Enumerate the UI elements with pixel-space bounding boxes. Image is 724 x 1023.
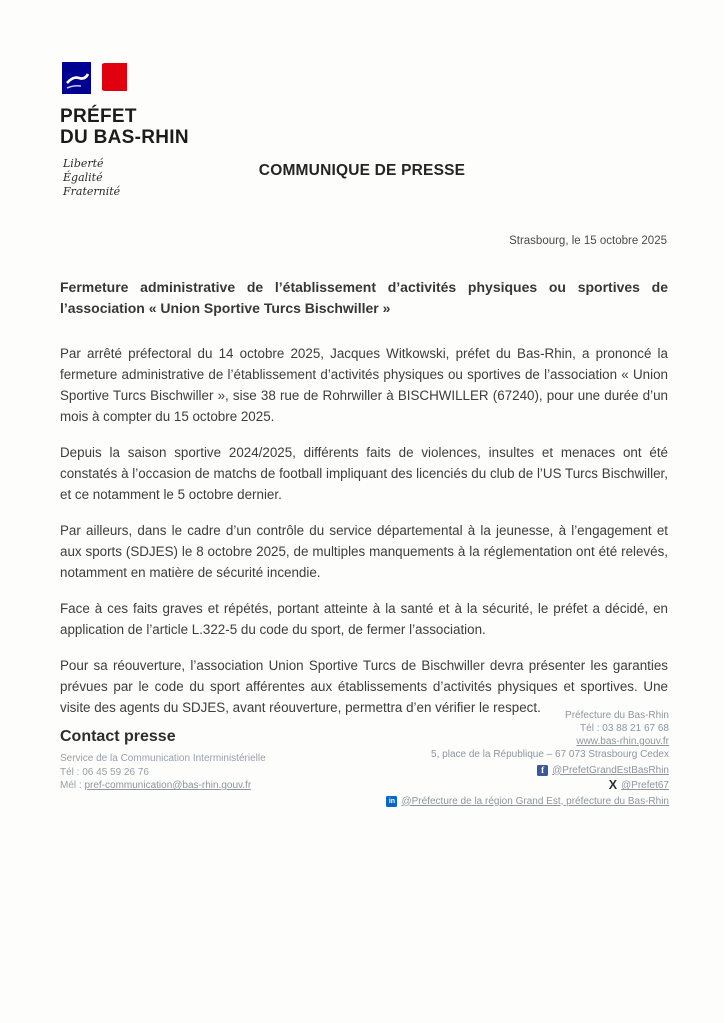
- x-handle-link[interactable]: @Prefet67: [621, 780, 669, 791]
- document-body: [60, 277, 668, 733]
- dateline: Strasbourg, le 15 octobre 2025: [509, 235, 667, 247]
- paragraph-5: Pour sa réouverture, l’association Union Sportive Turcs de Bischwiller devra présenter les garanties prévues par le code du sport afférentes aux établissements d’activités physiques et sportives. Une visite des agents du SDJES, avant réouverture, permettra d’en vérifier le respect.: [60, 658, 668, 715]
- paragraph-2: Depuis la saison sportive 2024/2025, différents faits de violences, insultes et menaces ont été constatés à l’occasion de matchs de football impliquant des licenciés du club de l’US Turcs Bischwiller, et ce notamment le 5 octobre dernier.: [60, 445, 668, 502]
- motto-fraternite: Fraternité: [63, 185, 121, 198]
- paragraph-4: Face à ces faits graves et répétés, portant atteinte à la santé et à la sécurité, le préfet a décidé, en application de l’article L.322-5 du code du sport, de fermer l’association.: [60, 601, 668, 637]
- x-line: [386, 779, 669, 792]
- prefet-name-line2: DU BAS-RHIN: [60, 127, 189, 148]
- press-release-title: Fermeture administrative de l’établissement d’activités physiques ou sportives de l’association « Union Sportive Turcs Bischwiller »: [60, 279, 668, 316]
- prefet-name-line1: PRÉFET: [60, 106, 137, 127]
- prefecture-website-link[interactable]: www.bas-rhin.gouv.fr: [576, 736, 669, 747]
- press-contact-email-line: [60, 779, 266, 793]
- motto-liberte: Liberté: [63, 157, 104, 170]
- paragraph-1: Par arrêté préfectoral du 14 octobre 2025, Jacques Witkowski, préfet du Bas-Rhin, a prononcé la fermeture administrative de l’établissement d’activités physiques ou sportives de l’association « Union Sportive Turcs Bischwiller », sise 38 rue de Rohrwiller à BISCHWILLER (67240), pour une durée d’un mois à compter du 15 octobre 2025.: [60, 346, 668, 424]
- prefecture-address: 5, place de la République – 67 073 Strasbourg Cedex: [431, 749, 669, 760]
- prefecture-info-block: [386, 709, 669, 808]
- press-contact-block: [60, 728, 266, 793]
- press-contact-service: Service de la Communication Interministérielle: [60, 753, 266, 764]
- document-type-heading: COMMUNIQUE DE PRESSE: [258, 162, 466, 179]
- email-label: Mél :: [60, 780, 85, 791]
- x-icon: X: [608, 778, 618, 792]
- press-contact-tel: Tél : 06 45 59 26 76: [60, 766, 149, 778]
- motto-egalite: Égalité: [63, 171, 103, 184]
- facebook-icon: f: [537, 765, 548, 776]
- linkedin-icon: in: [386, 796, 397, 807]
- facebook-line: [386, 764, 669, 777]
- paragraph-3: Par ailleurs, dans le cadre d’un contrôle du service départemental à la jeunesse, à l’engagement et aux sports (SDJES) le 8 octobre 2025, de multiples manquements à la réglementation ont été relevés, notamment en matière de sécurité incendie.: [60, 523, 668, 580]
- linkedin-line: [386, 795, 669, 808]
- marianne-flag-icon: [62, 62, 189, 100]
- press-contact-heading: Contact presse: [60, 728, 176, 745]
- prefecture-tel: Tél : 03 88 21 67 68: [580, 723, 669, 734]
- linkedin-handle-link[interactable]: @Préfecture de la région Grand Est, préfecture du Bas-Rhin: [401, 795, 669, 807]
- facebook-handle-link[interactable]: @PrefetGrandEstBasRhin: [552, 764, 669, 776]
- prefecture-name: Préfecture du Bas-Rhin: [565, 710, 669, 721]
- press-contact-email-link[interactable]: pref-communication@bas-rhin.gouv.fr: [84, 780, 252, 791]
